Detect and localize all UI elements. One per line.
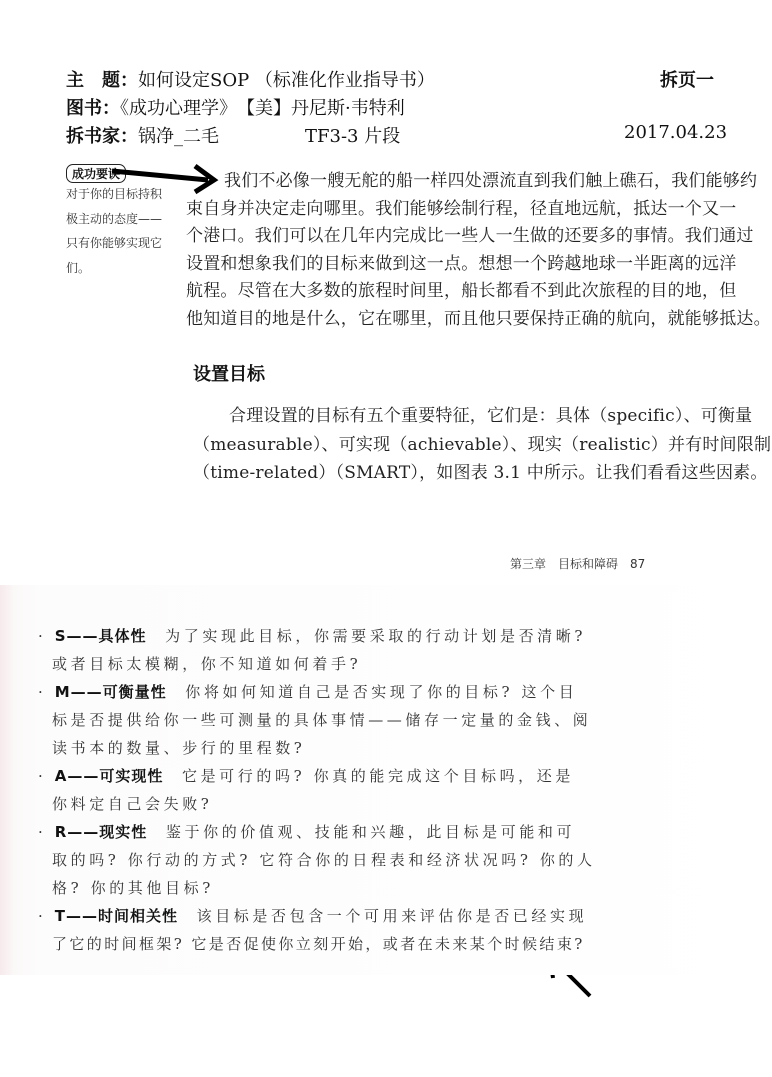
text-line: 航程。尽管在大多数的旅程时间里，船长都看不到此次旅程的目的地，但 (186, 281, 737, 302)
text-line: 合理设置的目标有五个重要特征，它们是：具体（specific）、可衡量 (229, 406, 753, 426)
term: S——具体性 (54, 627, 147, 645)
book: 《成功心理学》 【美】丹尼斯·韦特利 (120, 98, 405, 119)
author: 锅净_二毛 (138, 126, 219, 147)
list-item: · S——具体性 为了实现此目标，你需要采取的行动计划是否清晰? (38, 627, 587, 645)
text-line: 取的吗? 你行动的方式? 它符合你的日程表和经济状况吗? 你的人 (52, 851, 596, 869)
term: A——可实现性 (54, 767, 164, 785)
sidebar-line: 极主动的态度—— (66, 211, 163, 226)
list-item: · A——可实现性 它是可行的吗? 你真的能完成这个目标吗，还是 (38, 767, 574, 785)
page-footer: 第三章 目标和障碍 87 (510, 557, 646, 571)
smart-list (38, 622, 596, 958)
term: M——可衡量性 (54, 683, 167, 701)
sidebar-line: 只有你能够实现它 (66, 236, 163, 250)
paragraph-1 (186, 168, 771, 334)
text-line: （time-related）（SMART），如图表 3.1 中所示。让我们看看这些因素。 (193, 463, 768, 483)
text-line: 标是否提供给你一些可测量的具体事情——储存一定量的金钱、阅 (52, 711, 592, 729)
topic-label: 主 题： (66, 70, 138, 91)
topic: 如何设定SOP （标准化作业指导书） (138, 70, 435, 91)
page-tag-text: 拆页一 (660, 70, 714, 91)
text-line: 格? 你的其他目标? (52, 879, 214, 897)
text-line: 为了实现此目标，你需要采取的行动计划是否清晰? (165, 627, 587, 645)
text-line: 我们不必像一艘无舵的船一样四处漂流直到我们触上礁石，我们能够约 (224, 171, 758, 191)
fragment-id: TF3-3 片段 (305, 126, 401, 147)
paragraph-2 (193, 402, 771, 488)
sidebar-tag: 成功要诀 (66, 164, 126, 183)
book-label: 图书： (66, 98, 120, 119)
text-line: 设置和想象我们的目标来做到这一点。想想一个跨越地球一半距离的远洋 (186, 253, 737, 274)
text-line: 它是可行的吗? 你真的能完成这个目标吗，还是 (181, 767, 574, 785)
author-label: 拆书家： (66, 126, 138, 147)
text-line: 你将如何知道自己是否实现了你的目标? 这个目 (185, 683, 578, 701)
list-item: · T——时间相关性 该目标是否包含一个可用来评估你是否已经实现 (38, 907, 588, 925)
text-line: 他知道目的地是什么，它在哪里，而且他只要保持正确的航向，就能够抵达。 (186, 308, 771, 329)
text-line: 鉴于你的价值观、技能和兴趣，此目标是可能和可 (165, 823, 576, 841)
text-line: 束自身并决定走向哪里。我们能够绘制行程，径直地远航，抵达一个又一 (186, 198, 737, 219)
list-item: · M——可衡量性 你将如何知道自己是否实现了你的目标? 这个目 (38, 683, 578, 701)
text-line: 个港口。我们可以在几年内完成比一些人一生做的还要多的事情。我们通过 (186, 226, 754, 247)
text-line: 读书本的数量、步行的里程数? (52, 739, 306, 757)
section-title: 设置目标 (193, 364, 265, 385)
term: R——现实性 (54, 823, 148, 841)
sidebar-line: 们。 (66, 260, 91, 275)
term: T——时间相关性 (54, 907, 178, 925)
text-line: 你料定自己会失败? (52, 795, 213, 813)
list-item: · R——现实性 鉴于你的价值观、技能和兴趣，此目标是可能和可 (38, 823, 576, 841)
text-line: 该目标是否包含一个可用来评估你是否已经实现 (196, 907, 588, 925)
text-line: （measurable）、可实现（achievable）、现实（realistic）并有时间限制 (193, 434, 772, 455)
date: 2017.04.23 (624, 122, 728, 143)
text-line: 或者目标太模糊，你不知道如何着手? (52, 655, 362, 673)
sidebar-line: 对于你的目标持积 (66, 187, 163, 201)
text-line: 了它的时间框架? 它是否促使你立刻开始，或者在未来某个时候结束? (52, 935, 585, 953)
